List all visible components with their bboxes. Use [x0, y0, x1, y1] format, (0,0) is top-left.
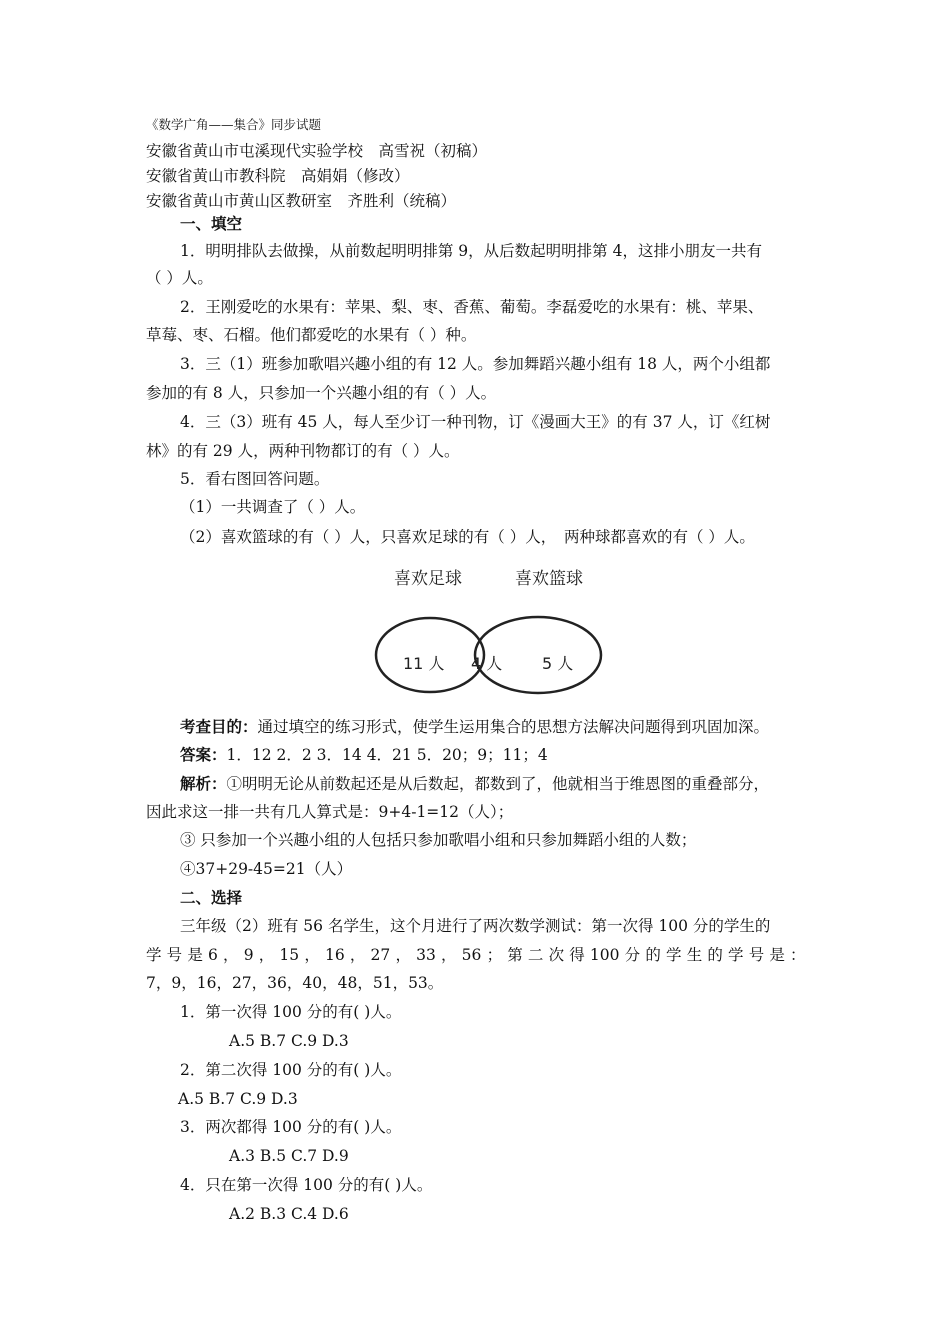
intro-line-2-token: 号 — [748, 946, 765, 964]
analysis-line-3: ③ 只参加一个兴趣小组的人包括只参加歌唱小组和只参加舞蹈小组的人数； — [180, 831, 697, 849]
question-4-line-2: 林》的有 29 人，两种刊物都订的有（ ）人。 — [146, 442, 460, 460]
intro-line-2-token: 的 — [645, 946, 661, 964]
question-3-line-2: 参加的有 8 人，只参加一个兴趣小组的有（ ）人。 — [146, 384, 497, 402]
question-3-line-1: 3．三（1）班参加歌唱兴趣小组的有 12 人。参加舞蹈兴趣小组有 18 人，两个小组都 — [180, 355, 771, 373]
intro-line-2-token: 的 — [707, 946, 723, 964]
intro-line-2-token: 33 — [416, 946, 436, 964]
section-2-intro-line-1: 三年级（2）班有 56 名学生，这个月进行了两次数学测试：第一次得 100 分的学生的 — [180, 917, 771, 935]
intro-line-2-token: 27 — [370, 946, 391, 964]
intro-line-2-token: 分 — [624, 946, 641, 964]
question-2-line-1: 2．王刚爱吃的水果有：苹果、梨、枣、香蕉、葡萄。李磊爱吃的水果有：桃、苹果、 — [180, 298, 764, 316]
question-1-line-2: （ ）人。 — [146, 269, 213, 287]
intro-line-2-token: ， — [304, 946, 320, 964]
purpose-line — [180, 717, 769, 737]
intro-line-2-token: 学 — [666, 946, 682, 964]
intro-line-2-token: 100 — [589, 946, 620, 964]
choice-question-1: 1．第一次得 100 分的有( )人。 — [180, 1003, 402, 1021]
question-5-part-2: （2）喜欢篮球的有（ ）人，只喜欢足球的有（ ）人， 两种球都喜欢的有（ ）人。 — [180, 528, 755, 546]
venn-label-football: 喜欢足球 — [394, 569, 462, 589]
venn-football-only: 11 人 — [403, 654, 445, 673]
answer-line — [180, 745, 548, 765]
purpose-label: 考查目的： — [180, 717, 258, 736]
section-2-intro-line-2 — [146, 945, 806, 965]
choice-question-4-options: A.2 B.3 C.4 D.6 — [229, 1205, 349, 1223]
intro-line-2-token: 是 — [769, 946, 785, 964]
intro-line-2-token: ， — [395, 946, 411, 964]
intro-line-2-token: 次 — [548, 946, 565, 964]
analysis-line-4: ④37+29-45=21（人） — [180, 860, 353, 878]
question-5-part-1: （1）一共调查了（ ）人。 — [180, 498, 366, 516]
intro-line-2-token: ： — [790, 946, 806, 964]
analysis-text-1: ①明明无论从前数起还是从后数起，都数到了，他就相当于维恩图的重叠部分， — [226, 775, 770, 793]
intro-line-2-token: ； — [486, 946, 503, 964]
analysis-line-1 — [180, 774, 769, 794]
intro-line-2-token: ， — [223, 946, 239, 964]
choice-question-3: 3．两次都得 100 分的有( )人。 — [180, 1118, 402, 1136]
venn-label-basketball: 喜欢篮球 — [515, 569, 583, 589]
author-line-1: 安徽省黄山市屯溪现代实验学校 高雪祝（初稿） — [146, 142, 488, 160]
choice-question-3-options: A.3 B.5 C.7 D.9 — [229, 1147, 349, 1165]
intro-line-2-token: 15 — [279, 946, 300, 964]
choice-question-1-options: A.5 B.7 C.9 D.3 — [229, 1032, 349, 1050]
analysis-line-2: 因此求这一排一共有几人算式是：9+4-1=12（人）； — [146, 803, 514, 821]
venn-overlap: 4 人 — [471, 654, 503, 673]
analysis-label: 解析： — [180, 774, 227, 793]
question-1-line-1: 1．明明排队去做操，从前数起明明排第 9，从后数起明明排第 4，这排小朋友一共有 — [180, 242, 762, 260]
author-line-3: 安徽省黄山市黄山区教研室 齐胜利（统稿） — [146, 192, 457, 210]
intro-line-2-token: ， — [441, 946, 457, 964]
question-4-line-1: 4．三（3）班有 45 人，每人至少订一种刊物，订《漫画大王》的有 37 人，订《红树 — [180, 413, 771, 431]
intro-line-2-token: 学 — [728, 946, 744, 964]
intro-line-2-token: 得 — [569, 946, 585, 964]
intro-line-2-token: 9 — [243, 946, 254, 964]
author-line-2: 安徽省黄山市教科院 高娟娟（修改） — [146, 167, 410, 185]
intro-line-2-token: ， — [258, 946, 275, 964]
purpose-text: 通过填空的练习形式，使学生运用集合的思想方法解决问题得到巩固加深。 — [257, 718, 770, 736]
section-2-intro-line-3: 7，9，16，27，36，40，48，51，53。 — [146, 974, 444, 992]
section-1-heading: 一、填空 — [180, 214, 243, 233]
answer-label: 答案： — [180, 745, 227, 764]
question-2-line-2: 草莓、枣、石榴。他们都爱吃的水果有（ ）种。 — [146, 326, 477, 344]
section-2-heading: 二、选择 — [180, 888, 243, 907]
venn-diagram — [360, 560, 620, 700]
document-title: 《数学广角——集合》同步试题 — [146, 117, 322, 132]
answer-text: 1．12 2．2 3．14 4．21 5．20；9；11；4 — [226, 746, 548, 764]
choice-question-4: 4．只在第一次得 100 分的有( )人。 — [180, 1176, 433, 1194]
intro-line-2-token: 是 — [187, 946, 203, 964]
intro-line-2-token: 号 — [166, 946, 183, 964]
intro-line-2-token: 56 — [461, 946, 482, 964]
intro-line-2-token: 16 — [324, 946, 345, 964]
venn-basketball-only: 5 人 — [542, 654, 574, 673]
choice-question-2-options: A.5 B.7 C.9 D.3 — [178, 1090, 298, 1108]
intro-line-2-token: 第 — [507, 946, 523, 964]
intro-line-2-token: ， — [349, 946, 366, 964]
intro-line-2-token: 二 — [527, 946, 544, 964]
question-5: 5．看右图回答问题。 — [180, 470, 330, 488]
intro-line-2-token: 6 — [208, 946, 218, 964]
intro-line-2-token: 学 — [146, 946, 162, 964]
intro-line-2-token: 生 — [686, 946, 703, 964]
choice-question-2: 2．第二次得 100 分的有( )人。 — [180, 1061, 402, 1079]
